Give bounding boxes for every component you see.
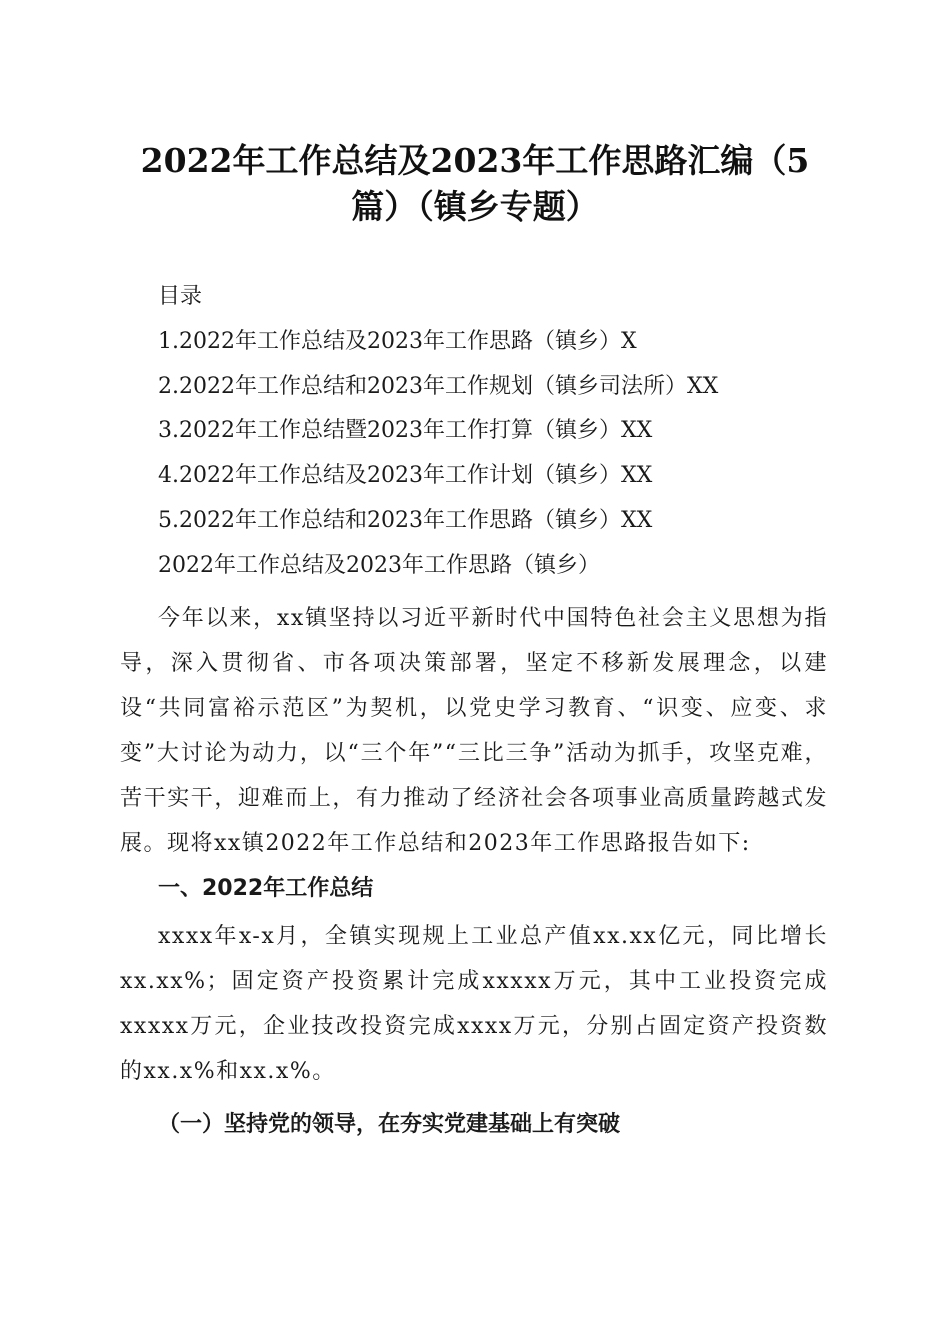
- toc-heading: 目录: [158, 284, 203, 309]
- toc-item-2: 2.2022年工作总结和2023年工作规划（镇乡司法所）XX: [158, 373, 719, 399]
- article-title: 2022年工作总结及2023年工作思路（镇乡）: [158, 552, 600, 578]
- document-title: [100, 138, 850, 230]
- section-1-paragraph: xxxx年x-x月，全镇实现规上工业总产值xx.xx亿元，同比增长xx.xx%；固定资产投资累计完成xxxxx万元，其中工业投资完成xxxxx万元，企业技改投资完成xxxx万元，分别占固定资产投资数的xx.x%和xx.x%。: [120, 923, 828, 1084]
- document-title-line-2: 篇）（镇乡专题）: [351, 187, 599, 226]
- toc-item-1: 1.2022年工作总结及2023年工作思路（镇乡）X: [158, 328, 637, 354]
- document-body: [120, 282, 828, 1147]
- toc-item-3: 3.2022年工作总结暨2023年工作打算（镇乡）XX: [158, 418, 653, 444]
- toc-item-4: 4.2022年工作总结及2023年工作计划（镇乡）XX: [158, 463, 653, 489]
- section-heading-1: 一、2022年工作总结: [158, 875, 374, 901]
- toc-item-5: 5.2022年工作总结和2023年工作思路（镇乡）XX: [158, 507, 653, 533]
- subsection-heading-1: （一）坚持党的领导，在夯实党建基础上有突破: [158, 1110, 621, 1137]
- intro-paragraph: 今年以来，xx镇坚持以习近平新时代中国特色社会主义思想为指导，深入贯彻省、市各项决策部署，坚定不移新发展理念，以建设“共同富裕示范区”为契机，以党史学习教育、“识变、应变、求变”大讨论为动力，以“三个年”“三比三争”活动为抓手，攻坚克难，苦干实干，迎难而上，有力推动了经济社会各项事业高质量跨越式发展。现将xx镇2022年工作总结和2023年工作思路报告如下:: [120, 605, 828, 856]
- document-title-line-1: 2022年工作总结及2023年工作思路汇编（5: [140, 141, 810, 180]
